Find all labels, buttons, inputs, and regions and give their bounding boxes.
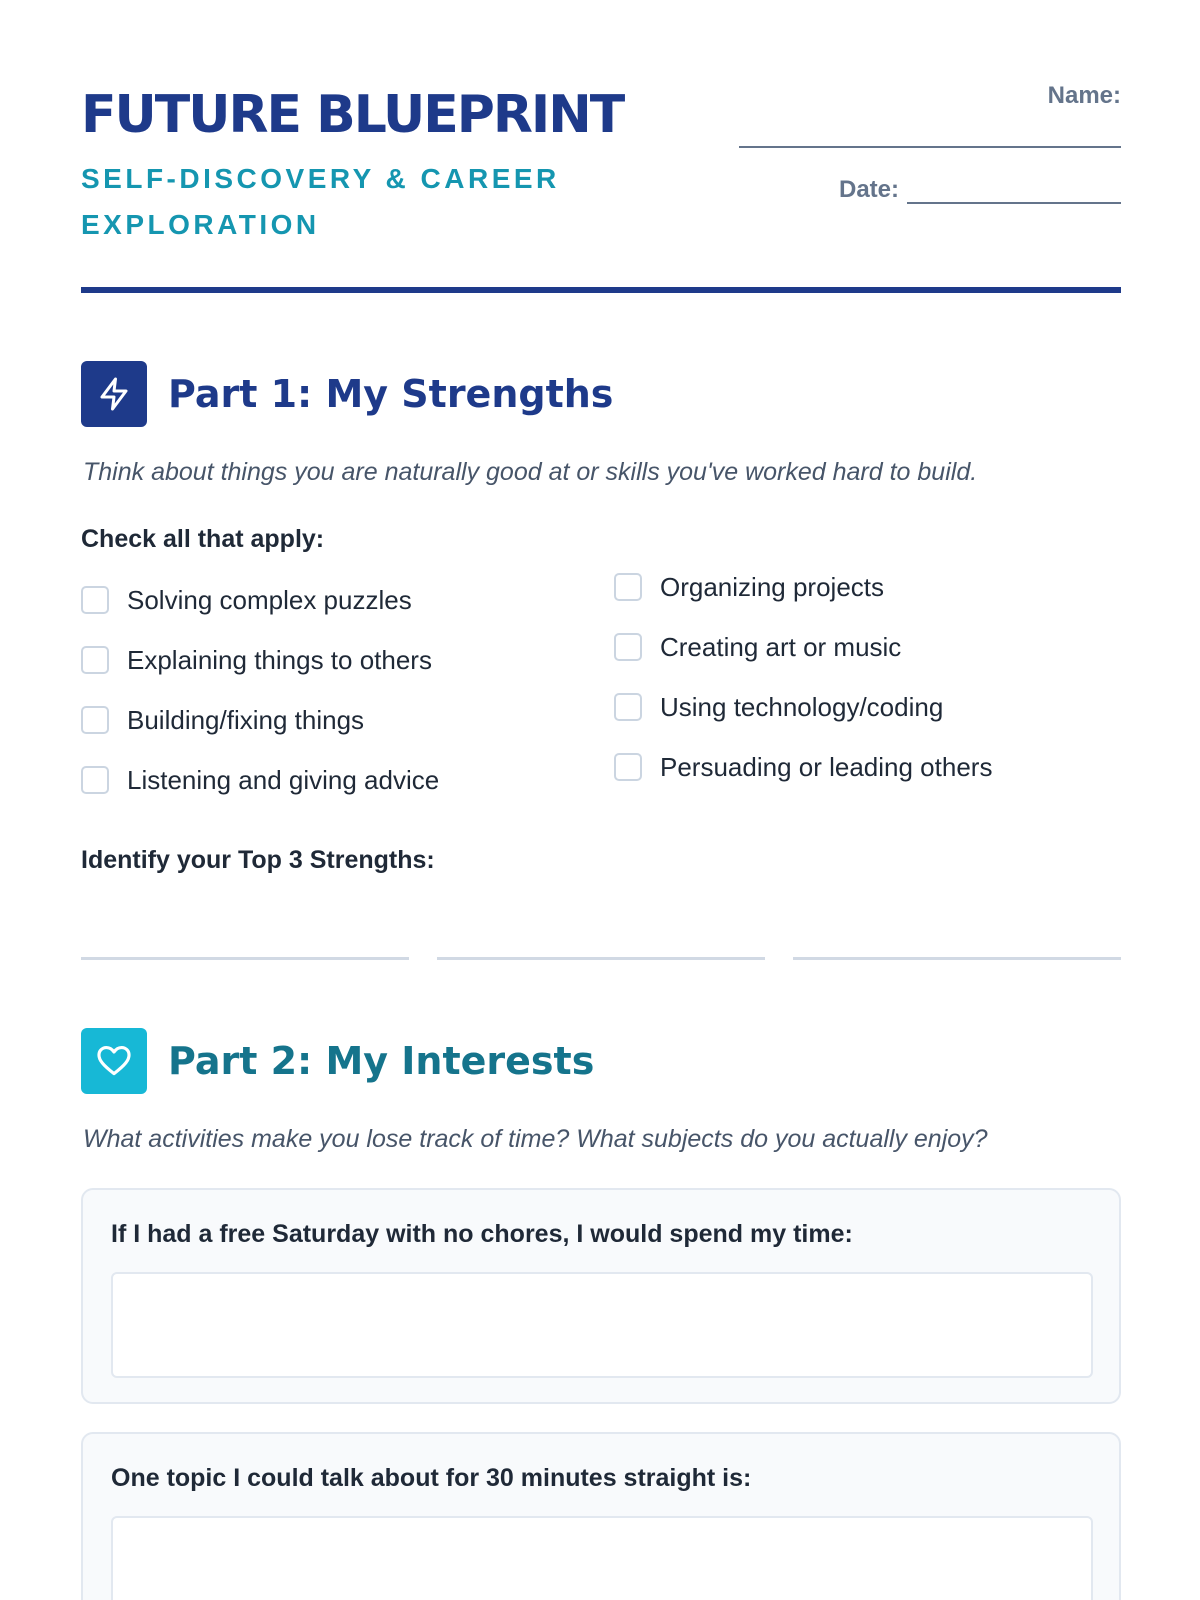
top-strength-1-input[interactable] bbox=[81, 957, 409, 960]
strengths-right-column bbox=[614, 557, 1094, 797]
checkbox[interactable] bbox=[614, 633, 642, 661]
worksheet-page bbox=[81, 0, 1121, 1600]
worksheet-subtitle: SELF-DISCOVERY & CAREER EXPLORATION bbox=[81, 163, 560, 240]
strength-option-label: Solving complex puzzles bbox=[127, 584, 412, 615]
strength-option[interactable] bbox=[614, 737, 1094, 797]
strength-option-label: Persuading or leading others bbox=[660, 751, 993, 782]
strength-option-label: Explaining things to others bbox=[127, 644, 432, 675]
lightning-icon bbox=[81, 361, 147, 427]
strength-option-label: Organizing projects bbox=[660, 571, 884, 602]
top-strength-2-input[interactable] bbox=[437, 957, 765, 960]
top-strength-3-input[interactable] bbox=[793, 957, 1121, 960]
check-prompt: Check all that apply: bbox=[81, 525, 325, 553]
strength-option[interactable] bbox=[81, 630, 561, 690]
checkbox[interactable] bbox=[81, 766, 109, 794]
strength-option[interactable] bbox=[614, 677, 1094, 737]
interest-prompt-label: If I had a free Saturday with no chores, I would spend my time: bbox=[111, 1220, 853, 1248]
date-field-row bbox=[839, 176, 1121, 204]
strength-option[interactable] bbox=[81, 750, 561, 810]
strength-option-label: Using technology/coding bbox=[660, 691, 944, 722]
strength-option-label: Creating art or music bbox=[660, 631, 902, 662]
strength-option-label: Building/fixing things bbox=[127, 704, 365, 735]
checkbox[interactable] bbox=[81, 646, 109, 674]
checkbox[interactable] bbox=[614, 693, 642, 721]
date-label: Date: bbox=[838, 176, 899, 203]
heart-icon bbox=[81, 1028, 147, 1094]
worksheet-title: FUTURE BLUEPRINT bbox=[81, 85, 624, 145]
part2-intro: What activities make you lose track of time? What subjects do you actually enjoy? bbox=[83, 1125, 988, 1153]
checkbox[interactable] bbox=[81, 586, 109, 614]
interest-prompt-label: One topic I could talk about for 30 minutes straight is: bbox=[111, 1464, 752, 1492]
date-input-line[interactable] bbox=[907, 176, 1121, 204]
checkbox[interactable] bbox=[614, 573, 642, 601]
header-divider bbox=[81, 287, 1121, 293]
name-label: Name: bbox=[1047, 82, 1121, 109]
interest-prompt-card bbox=[81, 1432, 1121, 1600]
strength-option[interactable] bbox=[614, 557, 1094, 617]
strength-option[interactable] bbox=[81, 570, 561, 630]
interest-answer-box[interactable] bbox=[111, 1516, 1093, 1600]
checkbox[interactable] bbox=[614, 753, 642, 781]
checkbox[interactable] bbox=[81, 706, 109, 734]
interest-answer-box[interactable] bbox=[111, 1272, 1093, 1378]
interest-prompt-card bbox=[81, 1188, 1121, 1404]
strength-option[interactable] bbox=[81, 690, 561, 750]
part1-title: Part 1: My Strengths bbox=[168, 372, 614, 416]
strength-option-label: Listening and giving advice bbox=[127, 764, 440, 795]
strengths-left-column bbox=[81, 570, 561, 810]
name-input-line[interactable] bbox=[739, 146, 1121, 148]
strength-option[interactable] bbox=[614, 617, 1094, 677]
name-field-row bbox=[721, 82, 1121, 110]
part2-title: Part 2: My Interests bbox=[168, 1039, 595, 1083]
top3-prompt: Identify your Top 3 Strengths: bbox=[81, 846, 435, 874]
part1-intro: Think about things you are naturally good at or skills you've worked hard to build. bbox=[83, 458, 978, 486]
